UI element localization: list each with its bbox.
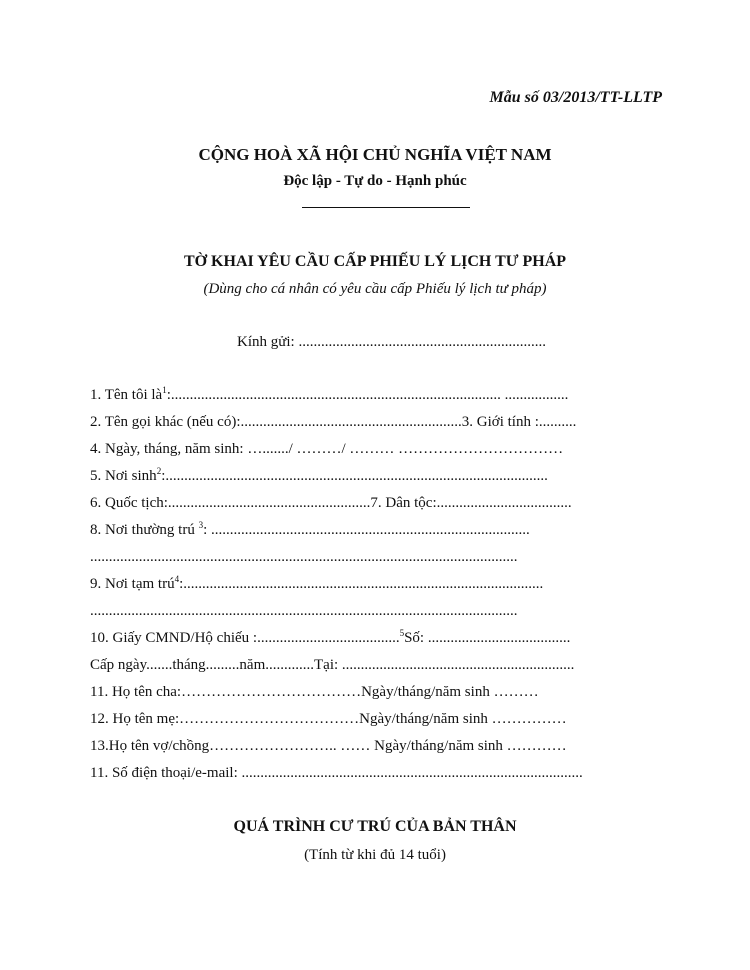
field-temporary-residence-cont: .................................................................................................................. — [90, 603, 518, 619]
field-issue-date-place: Cấp ngày.......tháng.........năm.............Tại: .............................................................. — [90, 657, 575, 673]
field-birthplace: 5. Nơi $\sinh^2$:...................................................................................................... — [90, 466, 548, 484]
form-fields — [90, 382, 650, 787]
section-note: (Tính từ khi đủ 14 tuổi) — [304, 847, 446, 863]
header-divider — [302, 207, 470, 208]
field-phone-email: 11. Số điện thoại/e-mail: ........................................................................................... — [90, 765, 583, 781]
recipient-line: Kính gửi: .................................................................. — [237, 334, 546, 350]
field-permanent-residence-cont: .................................................................................................................. — [90, 549, 518, 565]
form-code: Mẫu số 03/2013/TT-LLTP — [489, 89, 662, 106]
field-other-name-gender: 2. Tên gọi khác (nếu có):...........................................................3. Giới tính :.......... — [90, 414, 577, 430]
section-title: QUÁ TRÌNH CƯ TRÚ CỦA BẢN THÂN — [233, 818, 517, 835]
field-full-name: 1. Tên tôi $là^1$:........................................................................................ ................. — [90, 385, 569, 403]
field-id-document: 10. Giấy CMND/Hộ chiếu :......................................$^5$Số: ...................................... — [90, 628, 571, 646]
field-temporary-residence: 9. Nơi tạm trú$^4$:................................................................................................ — [90, 574, 544, 592]
national-motto: Độc lập - Tự do - Hạnh phúc — [283, 173, 467, 189]
field-father-name: 11. Họ tên cha:………………………………Ngày/tháng/năm sinh ……… — [90, 684, 539, 700]
national-header: CỘNG HOÀ XÃ HỘI CHỦ NGHĨA VIỆT NAM — [198, 145, 552, 164]
field-mother-name: 12. Họ tên mẹ:………………………………Ngày/tháng/năm sinh …………… — [90, 711, 567, 727]
form-subtitle: (Dùng cho cá nhân có yêu cầu cấp Phiếu lý lịch tư pháp) — [203, 281, 547, 297]
form-title: TỜ KHAI YÊU CẦU CẤP PHIẾU LÝ LỊCH TƯ PHÁP — [183, 253, 567, 270]
field-spouse-name: 13.Họ tên vợ/chồng…………………….. …… Ngày/tháng/năm sinh ………… — [90, 738, 567, 754]
field-nationality-ethnicity: 6. Quốc tịch:......................................................7. Dân tộc:.................................... — [90, 495, 572, 511]
field-date-of-birth: 4. Ngày, tháng, năm sinh: …......./ ………/ ……… …………………………… — [90, 441, 564, 457]
field-permanent-residence: 8. Nơi thường trú $^3$: ..................................................................................... — [90, 520, 530, 538]
